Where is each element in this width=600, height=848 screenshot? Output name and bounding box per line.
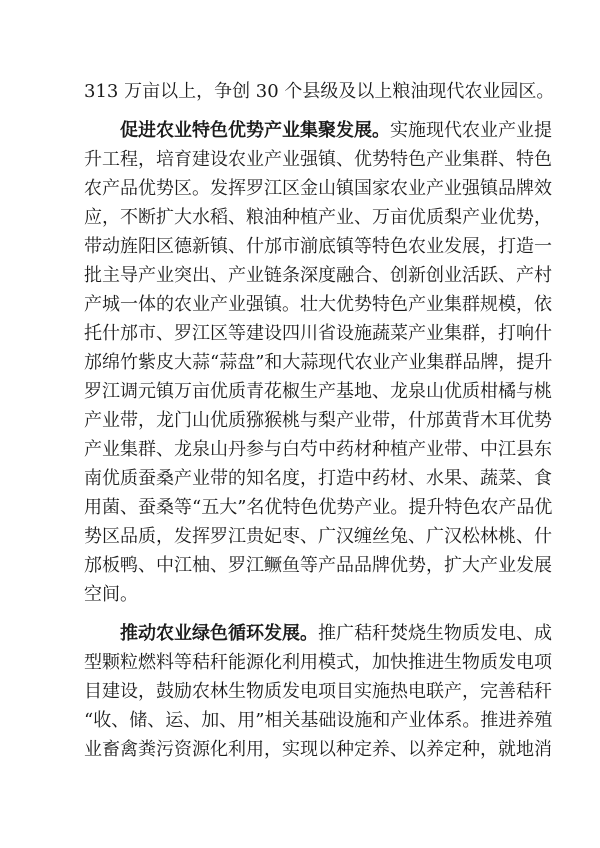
paragraph-line: 升工程，培育建设农业产业强镇、优势特色产业集群、特色 [84, 149, 552, 170]
paragraph-line: 业畜禽粪污资源化利用，实现以种定养、以养定种，就地消 [84, 739, 552, 760]
paragraph-line: 带动旌阳区德新镇、什邡市湔底镇等特色农业发展，打造一 [84, 236, 552, 257]
paragraph-first-line [84, 621, 552, 647]
section-heading: 推动农业绿色循环发展。 [120, 623, 318, 644]
paragraph-line: 批主导产业突出、产业链条深度融合、创新创业活跃、产村 [84, 265, 552, 286]
paragraph-first-line [84, 118, 552, 144]
paragraph-line: 邡板鸭、中江柚、罗江鳜鱼等产品品牌优势，扩大产业发展 [84, 555, 552, 576]
paragraph-line: 罗江调元镇万亩优质青花椒生产基地、龙泉山优质柑橘与桃 [84, 381, 552, 402]
paragraph-line: 目建设，鼓励农林生物质发电项目实施热电联产，完善秸秆 [84, 681, 552, 702]
paragraph-line: 产城一体的农业产业强镇。壮大优势特色产业集群规模，依 [84, 294, 552, 315]
paragraph-line: 空间。 [84, 584, 138, 605]
paragraph-line: 南优质蚕桑产业带的知名度，打造中药材、水果、蔬菜、食 [84, 468, 552, 489]
paragraph-line: 邡绵竹紫皮大蒜“蒜盘”和大蒜现代农业产业集群品牌，提升 [84, 352, 553, 373]
paragraph-line: “收、储、运、加、用”相关基础设施和产业体系。推进养殖 [84, 710, 553, 731]
paragraph-line: 势区品质，发挥罗江贵妃枣、广汉缠丝兔、广汉松林桃、什 [84, 526, 552, 547]
paragraph-line: 产业带，龙门山优质猕猴桃与梨产业带，什邡黄背木耳优势 [84, 410, 552, 431]
paragraph-text: 推广秸秆焚烧生物质发电、成 [318, 623, 552, 644]
paragraph-line: 用菌、蚕桑等“五大”名优特色优势产业。提升特色农产品优 [84, 497, 553, 518]
paragraph-line: 产业集群、龙泉山丹参与白芍中药材种植产业带、中江县东 [84, 439, 552, 460]
paragraph-text: 实施现代农业产业提 [390, 120, 552, 141]
paragraph-line: 托什邡市、罗江区等建设四川省设施蔬菜产业集群，打响什 [84, 323, 552, 344]
paragraph-line: 313 万亩以上，争创 30 个县级及以上粮油现代农业园区。 [84, 81, 555, 102]
section-heading: 促进农业特色优势产业集聚发展。 [120, 120, 390, 141]
paragraph-line: 应，不断扩大水稻、粮油种植产业、万亩优质梨产业优势， [84, 207, 552, 228]
paragraph-line: 农产品优势区。发挥罗江区金山镇国家农业产业强镇品牌效 [84, 178, 552, 199]
paragraph-line: 型颗粒燃料等秸秆能源化利用模式，加快推进生物质发电项 [84, 652, 552, 673]
